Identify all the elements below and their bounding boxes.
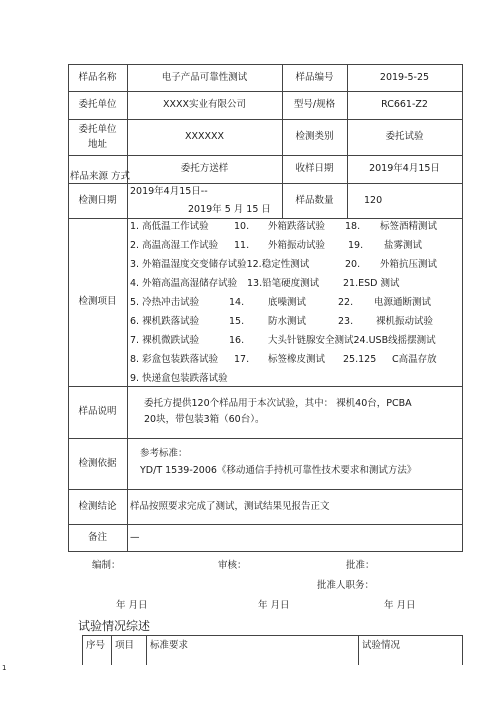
test-category-value: 委托试验 <box>385 131 424 142</box>
receive-date-label: 收样日期 <box>295 163 334 174</box>
summary-col-divider <box>462 635 463 665</box>
test-item: 23. <box>338 316 354 327</box>
approved-by-label: 批准： <box>346 560 375 571</box>
test-item: C高温存放 <box>392 354 437 365</box>
summary-col-divider <box>82 635 83 665</box>
sample-name-value: 电子产品可靠性测试 <box>161 72 248 83</box>
test-items-list <box>130 221 460 385</box>
test-item: 防水测试 <box>268 316 307 327</box>
summary-header-requirement: 标准要求 <box>150 640 189 651</box>
test-date-label: 检测日期 <box>78 195 117 206</box>
test-item: 8. 彩盒包装跌落试验 <box>130 354 219 365</box>
test-item: 2. 高温高湿工作试验 <box>130 240 219 251</box>
sample-desc-line-2: 20块，带包装3箱（60台）。 <box>144 414 265 425</box>
test-item: 底噪测试 <box>268 297 307 308</box>
table-border-right <box>462 64 463 552</box>
test-item: 大头针链腺安全测试24.USB线摇摆测试 <box>268 335 436 346</box>
sample-no-value: 2019-5-25 <box>379 72 430 83</box>
test-item: 13.铅笔硬度测试 <box>247 278 320 289</box>
test-item: 3. 外箱温湿度交变储存试验12.稳定性测试 <box>130 259 310 270</box>
summary-title: 试验情况综述 <box>78 619 151 633</box>
summary-col-divider <box>111 635 112 665</box>
test-item: 外箱抗压测试 <box>380 259 438 270</box>
basis-label: 检测依据 <box>78 458 117 469</box>
remarks-value: — <box>130 532 140 543</box>
test-item: 1. 高低温工作试验 <box>130 221 209 232</box>
summary-header-no: 序号 <box>86 640 106 651</box>
client-address-value: XXXXXX <box>184 131 225 142</box>
sample-qty-label: 样品数量 <box>295 195 334 206</box>
test-item: 9. 快递盒包装跌落试验 <box>130 373 228 384</box>
test-item: 15. <box>229 316 245 327</box>
test-item: 电源通断测试 <box>374 297 432 308</box>
test-item: 4. 外箱高温高湿储存试验 <box>130 278 238 289</box>
sample-no-label: 样品编号 <box>295 72 334 83</box>
conclusion-label: 检测结论 <box>78 501 117 512</box>
date-compiled: 年 月日 <box>116 600 148 611</box>
date-approved: 年 月日 <box>384 600 416 611</box>
client-value: XXXX实业有限公司 <box>162 99 247 110</box>
test-item: 11. <box>234 240 250 251</box>
remarks-label: 备注 <box>87 532 107 543</box>
sample-source-label: 样品来源 方式 <box>70 171 131 182</box>
summary-table-top <box>82 635 462 636</box>
conclusion-value: 样品按照要求完成了测试，测试结果见报告正文 <box>130 501 330 512</box>
summary-header-item: 项目 <box>115 640 135 651</box>
table-border-left <box>68 64 69 552</box>
test-item: 盐雾测试 <box>384 240 423 251</box>
test-item: 19. <box>348 240 364 251</box>
sample-desc-label: 样品说明 <box>78 406 117 417</box>
test-item: 14. <box>229 297 245 308</box>
test-item: 17. <box>234 354 250 365</box>
test-item: 5. 冷热冲击试验 <box>130 297 200 308</box>
client-address-label-2: 地址 <box>87 139 107 150</box>
basis-line-2: YD/T 1539-2006《移动通信手持机可靠性技术要求和测试方法》 <box>140 465 417 476</box>
compiled-by-label: 编制： <box>92 560 121 571</box>
test-item: 22. <box>338 297 354 308</box>
approver-title-label: 批准人职务： <box>317 580 375 591</box>
sample-desc-line-1: 委托方提供120个样品用于本次试验，其中： 裸机40台，PCBA <box>144 398 412 409</box>
reviewed-by-label: 审核： <box>218 560 247 571</box>
test-date-end: 2019年 5 月 15 日 <box>188 204 271 215</box>
test-item: 标签酒精测试 <box>380 221 438 232</box>
test-date-start: 2019年4月15日-- <box>130 186 208 197</box>
test-item: 6. 裸机跌落试验 <box>130 316 200 327</box>
basis-line-1: 参考标准： <box>140 448 188 459</box>
sample-qty-value: 120 <box>364 195 383 206</box>
test-item: 21.ESD 测试 <box>343 278 400 289</box>
test-item: 20. <box>345 259 361 270</box>
model-label: 型号/规格 <box>293 99 336 110</box>
test-item: 裸机振动试验 <box>376 316 434 327</box>
receive-date-value: 2019年4月15日 <box>369 163 440 174</box>
sample-source-value: 委托方送样 <box>180 163 229 174</box>
test-items-label: 检测项目 <box>78 296 117 307</box>
test-item: 外箱振动试验 <box>268 240 326 251</box>
test-item: 18. <box>345 221 361 232</box>
date-reviewed: 年 月日 <box>258 600 290 611</box>
test-item: 外箱跌落试验 <box>268 221 326 232</box>
model-value: RC661-Z2 <box>381 99 428 110</box>
sample-name-label: 样品名称 <box>78 72 117 83</box>
test-item: 7. 裸机微跌试验 <box>130 335 200 346</box>
client-address-label-1: 委托单位 <box>78 124 117 135</box>
test-item: 10. <box>234 221 250 232</box>
page-number: 1 <box>2 664 7 672</box>
test-item: 16. <box>229 335 245 346</box>
test-item: 25.125 <box>343 354 377 365</box>
summary-header-result: 试验情况 <box>362 640 401 651</box>
client-label: 委托单位 <box>78 99 117 110</box>
test-category-label: 检测类别 <box>295 131 334 142</box>
summary-col-divider <box>146 635 147 665</box>
test-item: 标签橡皮测试 <box>268 354 326 365</box>
summary-col-divider <box>358 635 359 665</box>
